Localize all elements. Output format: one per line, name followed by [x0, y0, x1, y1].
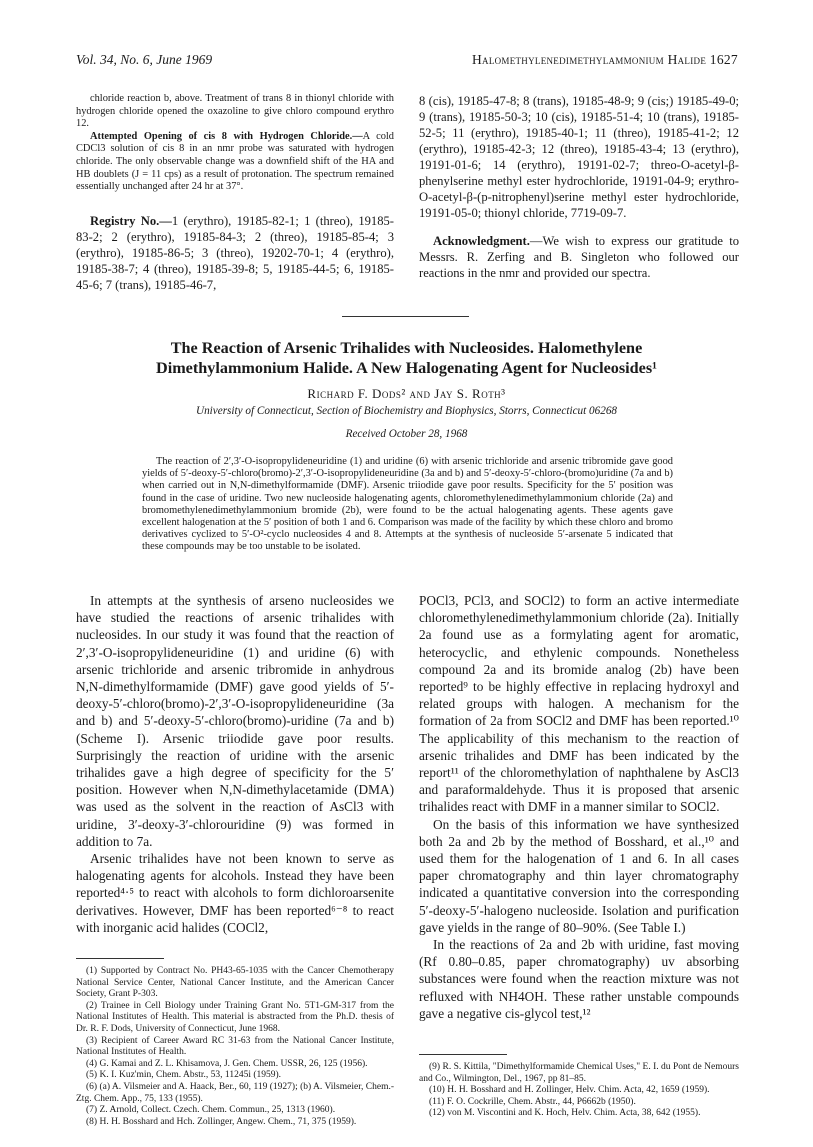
footnote: (4) G. Kamai and Z. L. Khisamova, J. Gen. Chem. USSR, 26, 125 (1956). — [86, 1058, 368, 1069]
footnote: (12) von M. Viscontini and K. Hoch, Helv. Chim. Acta, 38, 642 (1955). — [429, 1108, 701, 1119]
body-right-column — [419, 592, 739, 1022]
footnote: (8) H. H. Bosshard and Hch. Zollinger, Angew. Chem., 71, 375 (1959). — [86, 1116, 357, 1127]
prev-article-left-column — [76, 93, 394, 194]
footnote: (2) Trainee in Cell Biology under Training Grant No. 5T1-GM-317 from the National Institutes of Health. This material is abstracted from the Ph.D. thesis of Dr. R. F. Dods, University of Connecticut, June 1968. — [76, 1000, 394, 1034]
footnotes-left — [76, 966, 394, 1128]
footnote: (10) H. H. Bosshard and H. Zollinger, Helv. Chim. Acta, 42, 1659 (1959). — [429, 1085, 710, 1096]
registry-list: 1 (erythro), 19185-82-1; 1 (threo), 19185-83-2; 2 (erythro), 19185-84-3; 2 (threo), 19185-85-4; 3 (erythro), 19185-86-5; 3 (threo), 19202-70-1; 4 (erythro), 19185-38-7; 4 (threo), 19185-39-8; 5, 19185-44-5; 6, 19185-45-6; 7 (trans), 19185-46-7, — [76, 214, 394, 292]
footnotes-right — [419, 1062, 739, 1120]
footnote: (6) (a) A. Vilsmeier and A. Haack, Ber., 60, 119 (1927); (b) A. Vilsmeier, Chem.-Ztg. Chem. App., 75, 133 (1955). — [76, 1081, 394, 1104]
received-date: Received October 28, 1968 — [345, 428, 468, 440]
header-volume: Vol. 34, No. 6, June 1969 — [76, 52, 213, 67]
body-paragraph: Arsenic trihalides have not been known to serve as halogenating agents for alcohols. Instead they have been reported⁴·⁵ to react with alcohols to form dichloroarsenite derivatives. However, DMF has been reported⁶⁻⁸ to react with inorganic acid halides (COCl2, — [76, 851, 394, 935]
footnote: (3) Recipient of Career Award RC 31-63 from the National Cancer Institute, National Institutes of Health. — [76, 1035, 394, 1058]
article-title: The Reaction of Arsenic Trihalides with Nucleosides. Halomethylene Dimethylammonium Halide. A New Halogenating Agent for Nucleosides¹ — [156, 339, 657, 377]
prev-article-right-column — [419, 93, 739, 281]
running-header — [76, 52, 738, 70]
footnote: (5) K. I. Kuz'min, Chem. Abstr., 53, 11245i (1959). — [86, 1070, 282, 1081]
body-paragraph: On the basis of this information we have synthesized both 2a and 2b by the method of Bosshard, et al.,¹⁰ and used them for the halogenation of 1 and 6. In all cases paper chromatography and thin layer chromatography indicated a quantitative conversion into the corresponding 5′-deoxy-5′-halogeno nucleoside. Isolation and purification gave yields in the range of 80–90%. (See Table I.) — [419, 816, 739, 935]
registry-heading: Registry No.— — [90, 214, 172, 228]
body-paragraph: In the reactions of 2a and 2b with uridine, fast moving (Rf 0.80–0.85, paper chromatography) uv absorbing substances were found when the reaction mixture was not refluxed with NH4OH. These rather unstable compounds gave a negative cis-glycol test,¹² — [419, 937, 739, 1021]
article-abstract: The reaction of 2′,3′-O-isopropylideneuridine (1) and uridine (6) with arsenic trichloride and arsenic tribromide gave good yields of 5′-deoxy-5′-chloro(bromo)-2′,3′-O-isopropylideneuridine (3a and b) and 5′-deoxy-5′-chloro-(bromo)uridine (7a and b) when carried out in N,N-dimethylformamide (DMF). Arsenic triiodide gave poor results. Specificity for the 5′ position was found in the case of uridine. Two new nucleoside halogenating agents, chloromethylenedimethylammonium chloride (2a) and bromomethylenedimethylammonium bromide (2b), were found to be the actual halogenating agents. These agents gave excellent halogenation at the 5′ position of both 1 and 6. Comparison was made of the facility by which these chloro and bromo derivatives cyclized to 5′-O²-cyclo nucleosides 4 and 8. Attempts at the synthesis of nucleoside 5′-arsenate 5 indicated that these compounds may be too unstable to be isolated. — [142, 456, 673, 553]
header-title-page: Halomethylenedimethylammonium Halide 1627 — [471, 52, 738, 67]
body-left-column — [76, 592, 394, 936]
footnote-rule-left — [76, 958, 164, 959]
registry-continued: 8 (cis), 19185-47-8; 8 (trans), 19185-48-9; 9 (cis;) 19185-49-0; 9 (trans), 19185-50-3; 10 (cis), 19185-51-4; 10 (trans), 19185-52-5; 11 (erythro), 19185-40-1; 11 (threo), 19185-41-2; 12 (erythro), 19185-42-3; 12 (threo), 19185-43-4; 13 (erythro), 19191-01-6; 14 (erythro), 19191-02-7; threo-O-acetyl-β-phenylserine methyl ester hydrochloride, 19191-04-9; erythro-O-acetyl-β-(p-nitrophenyl)serine methyl ester hydrochloride, 19191-05-0; thionyl chloride, 7719-09-7. — [419, 94, 739, 220]
body-paragraph: In attempts at the synthesis of arseno nucleosides we have studied the reactions of arsenic trihalides with nucleosides. In our study it was found that the reaction of 2′,3′-O-isopropylideneuridine (1) and uridine (6) with arsenic trichloride and arsenic tribromide in anhydrous N,N-dimethylformamide (DMF) gave good yields of 5′-deoxy-5′-chloro(bromo)-2′,3′-O-isopropylideneuridine (3a and b) and 5′-deoxy-5′-chloro(bromo)-uridine (7a and b) (Scheme I). Arsenic triiodide gave poor results. Surprisingly the reaction of uridine with the arsenic trihalides gave a high degree of specificity for the 5′ position. However when N,N-dimethylacetamide (DMA) was used as the solvent in the reaction of AsCl3 with uridine, 3′-deoxy-3′-chlorouridine (9) was formed in addition to 7a. — [76, 593, 394, 849]
footnote: (11) F. O. Cockrille, Chem. Abstr., 44, P6662b (1950). — [429, 1096, 636, 1107]
attempted-opening-paragraph: Attempted Opening of cis 8 with Hydrogen Chloride.—A cold CDCl3 solution of cis 8 in an nmr probe was saturated with hydrogen chloride. The only observable change was a downfield shift of the HA and HB doublets (J = 11 cps) as a result of protonation. The spectrum remained essentially unchanged after 24 hr at 37°. — [76, 130, 394, 193]
article-authors: Richard F. Dods² and Jay S. Roth³ — [307, 386, 506, 401]
footnote: (9) R. S. Kittila, "Dimethylformamide Chemical Uses," E. I. du Pont de Nemours and Co., Wilmington, Del., 1967, pp 81–85. — [419, 1062, 739, 1084]
section-heading: Attempted Opening of cis 8 with Hydrogen Chloride.— — [90, 130, 363, 142]
registry-left — [76, 213, 394, 293]
body-paragraph: POCl3, PCl3, and SOCl2) to form an active intermediate chloromethylenedimethylammonium chloride (2a). Initially 2a found use as a formylating agent for aromatic, heterocyclic, and ethylenic compounds. Nonetheless compound 2a and its bromide analog (2b) have been reported⁹ to be highly effective in replacing hydroxyl and related groups with halogen. A mechanism for the formation of 2a from SOCl2 and DMF has been reported.¹⁰ The applicability of this mechanism to the reaction of arsenic trihalides and DMF has been indicated by the report¹¹ of the chloromethylation of naphthalene by AsCl3 and paraformaldehyde. Thus it is proposed that arsenic trihalides react with DMF in a manner similar to SOCl2. — [419, 593, 739, 815]
footnote: (7) Z. Arnold, Collect. Czech. Chem. Commun., 25, 1313 (1960). — [86, 1105, 336, 1116]
article-affiliation: University of Connecticut, Section of Biochemistry and Biophysics, Storrs, Connecticut 06268 — [195, 405, 618, 417]
acknowledgment-heading: Acknowledgment. — [433, 234, 530, 248]
footnote: (1) Supported by Contract No. PH43-65-1035 with the Cancer Chemotherapy National Service Center, National Cancer Institute, and the American Cancer Society, Grant P-303. — [76, 966, 394, 1000]
prev-paragraph: chloride reaction b, above. Treatment of trans 8 in thionyl chloride with hydrogen chloride opened the oxazoline to give chloro compound erythro 12. — [76, 93, 394, 130]
acknowledgment-paragraph: Acknowledgment.—We wish to express our gratitude to Messrs. R. Zerfing and B. Singleton who followed our reactions in the nmr and provided our spectra. — [419, 234, 739, 280]
article-separator — [342, 316, 469, 317]
footnote-rule-right — [419, 1054, 507, 1055]
